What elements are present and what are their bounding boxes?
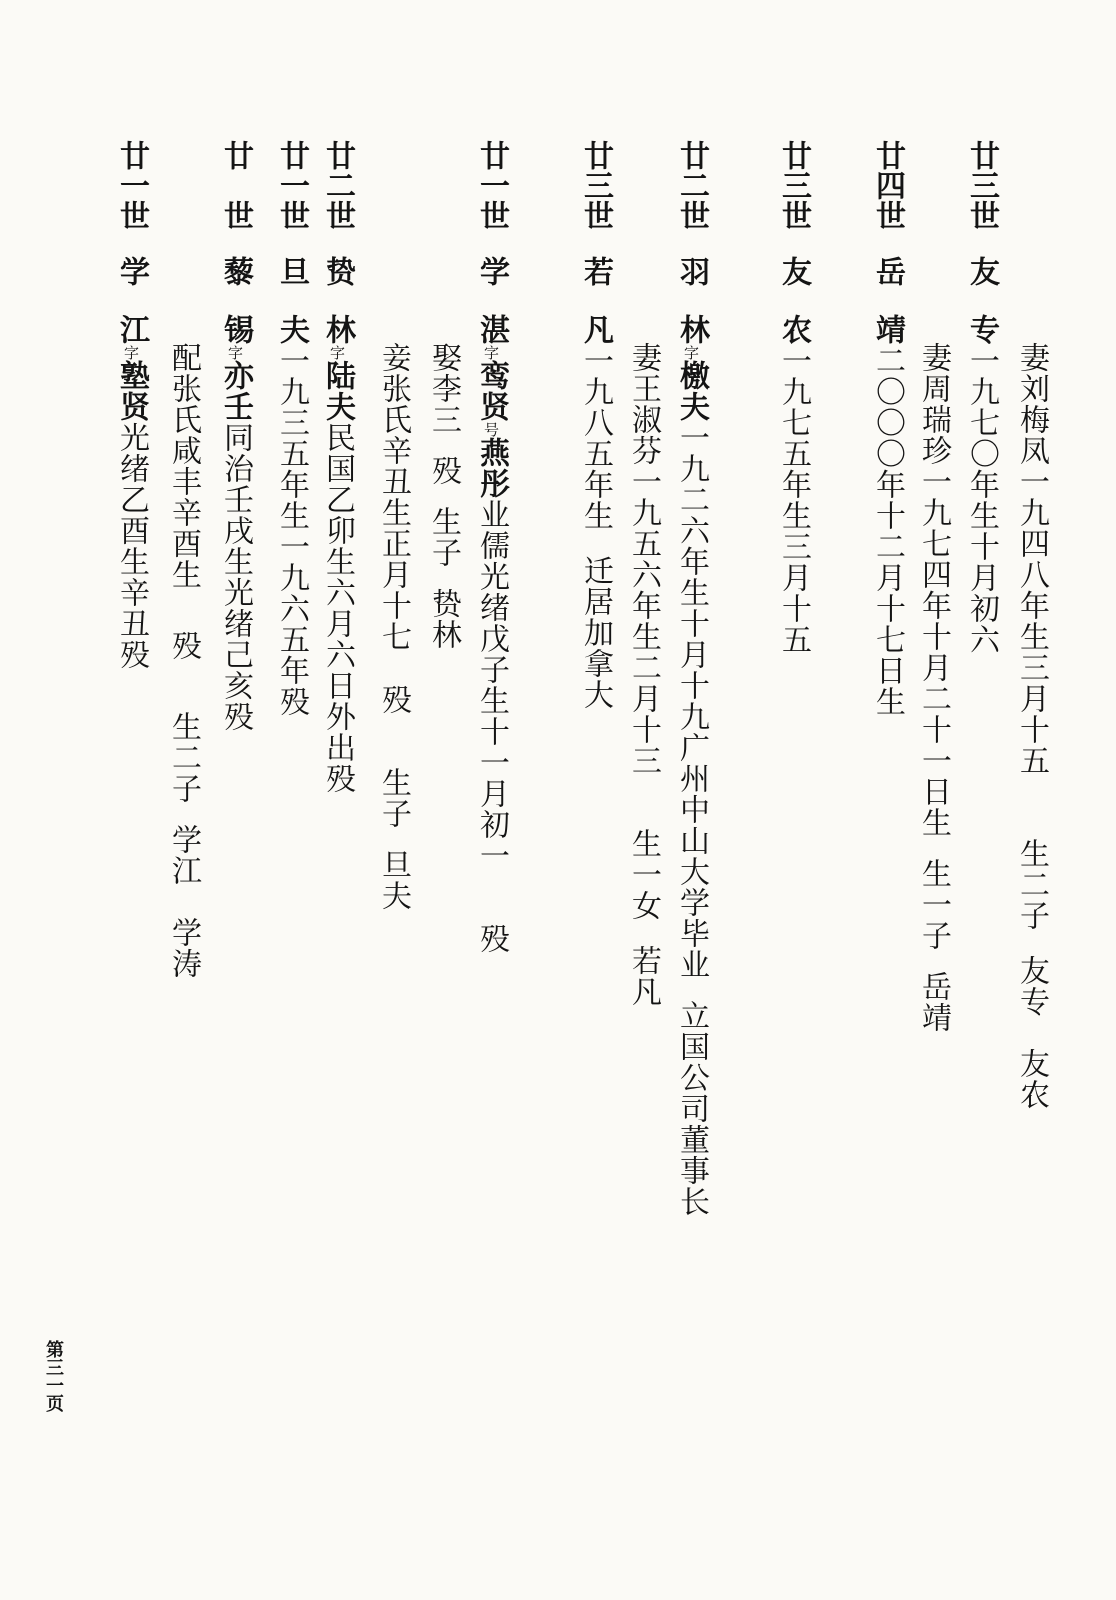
birth-info: 同治壬戌生光绪己亥殁 xyxy=(218,422,253,732)
children-count: 生一女 xyxy=(626,828,661,921)
surname-char: 羽 xyxy=(674,256,709,286)
surname-char: 友 xyxy=(964,256,999,286)
page-number: 第三一页 xyxy=(43,1340,64,1412)
given-name: 靖 xyxy=(870,314,905,345)
birth-info: 一九八五年生 xyxy=(578,345,613,531)
children-names: 贽林 xyxy=(426,588,461,650)
wife-record xyxy=(376,342,411,911)
death-note: 殁 xyxy=(474,923,509,954)
person-record xyxy=(870,314,905,717)
birth-info: 光绪乙酉生辛丑殁 xyxy=(114,422,149,670)
death-note: 殁 xyxy=(426,455,461,486)
courtesy-label: 字 xyxy=(122,345,140,360)
wife-record xyxy=(626,342,661,1007)
generation-label: 廿一世 xyxy=(114,140,149,230)
residence-note: 迁居加拿大 xyxy=(578,555,613,710)
surname-char: 藜 xyxy=(218,256,253,286)
given-name: 农 xyxy=(776,314,811,345)
courtesy-label: 字 xyxy=(328,345,346,360)
birth-info: 一九七五年生三月十五 xyxy=(776,345,811,655)
wife-record xyxy=(916,342,951,1033)
generation-label: 廿三世 xyxy=(964,140,999,230)
surname-char: 岳 xyxy=(870,256,905,286)
art-name-label: 号 xyxy=(482,422,500,437)
courtesy-name: 陆夫 xyxy=(320,360,355,422)
person-record xyxy=(578,314,613,710)
children-names: 友专 友农 xyxy=(1014,955,1049,1110)
birth-info: 一九三五年生一九六五年殁 xyxy=(274,345,309,717)
generation-label: 廿三世 xyxy=(776,140,811,230)
courtesy-name: 塾贤 xyxy=(114,360,149,422)
occupation: 立国公司董事长 xyxy=(674,1000,709,1217)
wife-info: 妾张氏辛丑生正月十七 xyxy=(376,342,411,652)
person-record xyxy=(474,314,509,954)
person-record xyxy=(320,314,355,794)
courtesy-name: 檄夫 xyxy=(674,360,709,422)
person-record xyxy=(274,314,309,717)
generation-label: 廿二世 xyxy=(320,140,355,230)
surname-char: 若 xyxy=(578,256,613,286)
wife-info: 妻刘梅凤一九四八年生三月十五 xyxy=(1014,342,1049,776)
surname-char: 学 xyxy=(474,256,509,286)
surname-char: 学 xyxy=(114,256,149,286)
birth-info: 一九二六年生十月十九广州中山大学毕业 xyxy=(674,422,709,980)
courtesy-label: 字 xyxy=(226,345,244,360)
given-name: 夫 xyxy=(274,314,309,345)
generation-label: 廿二世 xyxy=(674,140,709,230)
given-name: 江 xyxy=(114,314,149,345)
person-record xyxy=(674,314,709,1217)
generation-label: 廿一世 xyxy=(474,140,509,230)
wife-info: 妻周瑞珍一九七四年十月二十一日生 xyxy=(916,342,951,838)
wife-info: 妻王淑芬一九五六年生二月十三 xyxy=(626,342,661,776)
courtesy-label: 字 xyxy=(682,345,700,360)
children-count: 生子 xyxy=(426,506,461,568)
generation-label: 廿三世 xyxy=(578,140,613,230)
children-names: 若凡 xyxy=(626,945,661,1007)
death-note: 殁 xyxy=(166,630,201,661)
wife-record-top xyxy=(1014,342,1049,1110)
death-note: 殁 xyxy=(376,684,411,715)
generation-label: 廿四世 xyxy=(870,140,905,230)
birth-info: 二〇〇〇年十二月十七日生 xyxy=(870,345,905,717)
surname-char: 友 xyxy=(776,256,811,286)
surname-char: 旦 xyxy=(274,256,309,286)
children-count: 生二子 xyxy=(1014,838,1049,931)
children-count: 生一子 xyxy=(916,858,951,951)
children-names: 学江 学涛 xyxy=(166,824,201,979)
wife-record xyxy=(426,342,461,650)
children-count: 生子 xyxy=(376,767,411,829)
wife-record xyxy=(166,342,201,979)
given-name: 湛 xyxy=(474,314,509,345)
person-record xyxy=(114,314,149,670)
wife-info: 配张氏咸丰辛酉生 xyxy=(166,342,201,590)
children-names: 岳靖 xyxy=(916,971,951,1033)
children-names: 旦夫 xyxy=(376,849,411,911)
art-name: 燕彤 xyxy=(474,437,509,499)
wife-info: 娶李三 xyxy=(426,342,461,435)
birth-info: 民国乙卯生六月六日外出殁 xyxy=(320,422,355,794)
generation-label: 廿一世 xyxy=(274,140,309,230)
given-name: 凡 xyxy=(578,314,613,345)
given-name: 专 xyxy=(964,314,999,345)
person-record xyxy=(218,314,253,732)
person-record xyxy=(776,314,811,655)
given-name: 锡 xyxy=(218,314,253,345)
courtesy-name: 亦壬 xyxy=(218,360,253,422)
generation-label: 廿世 xyxy=(218,140,253,260)
person-record xyxy=(964,314,999,655)
children-count: 生二子 xyxy=(166,711,201,804)
birth-info: 一九七〇年生十月初六 xyxy=(964,345,999,655)
given-name: 林 xyxy=(320,314,355,345)
courtesy-label: 字 xyxy=(482,345,500,360)
courtesy-name: 鸾贤 xyxy=(474,360,509,422)
given-name: 林 xyxy=(674,314,709,345)
surname-char: 贽 xyxy=(320,256,355,286)
birth-info: 业儒光绪戊子生十一月初一 xyxy=(474,499,509,871)
